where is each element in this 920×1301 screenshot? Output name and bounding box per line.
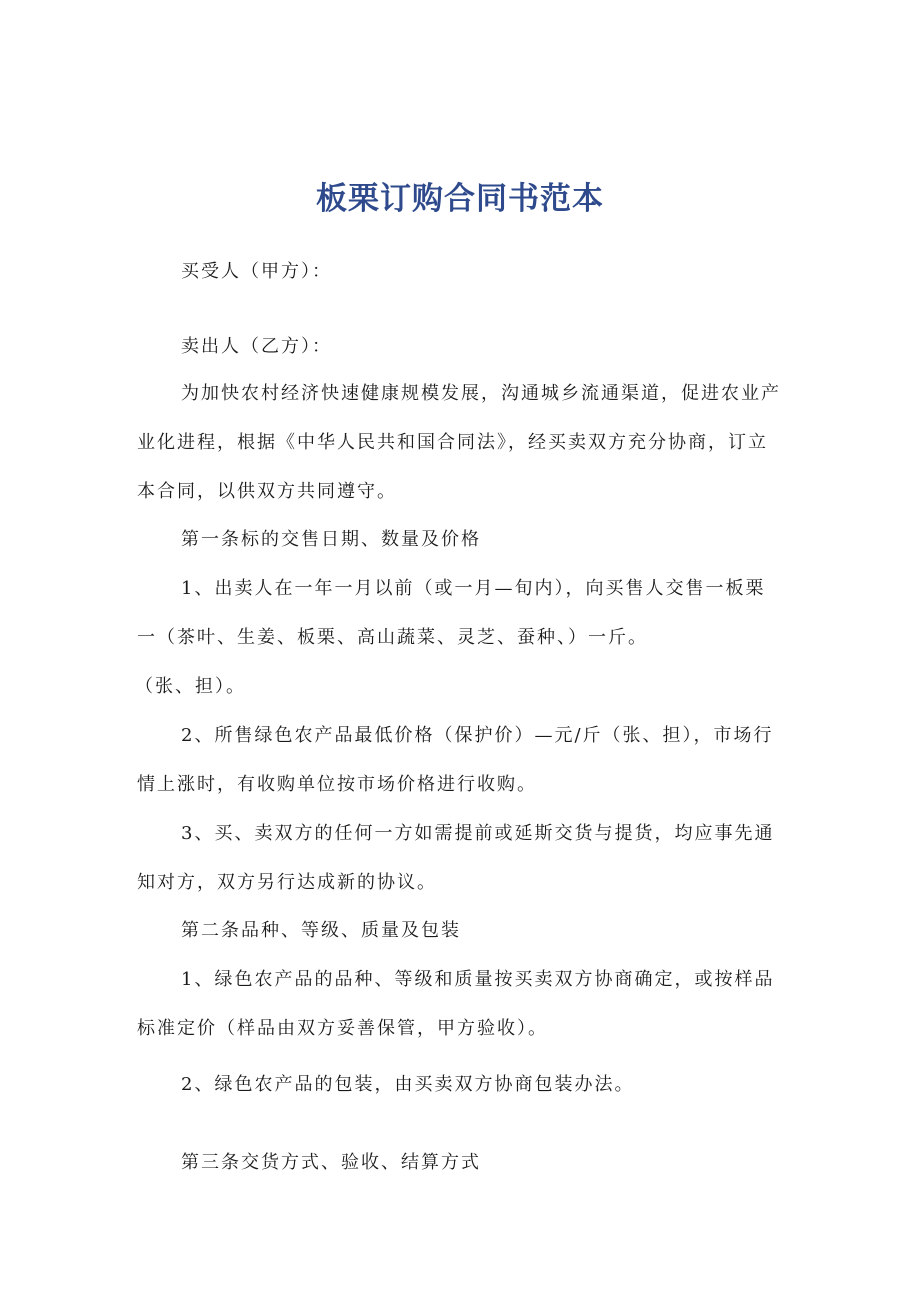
article-1-item-1-line-3: （张、担）。 [135, 676, 246, 697]
preamble-line-3: 本合同，以供双方共同遵守。 [137, 481, 397, 502]
article-1-item-3-line-2: 知对方，双方另行达成新的协议。 [137, 872, 437, 893]
document-title: 板栗订购合同书范本 [316, 180, 604, 217]
article-2-item-1-line-2: 标准定价（样品由双方妥善保管，甲方验收）。 [137, 1018, 548, 1039]
article-1-heading: 第一条标的交售日期、数量及价格 [181, 529, 481, 550]
seller-line: 卖出人（乙方）： [181, 336, 332, 357]
buyer-line: 买受人（甲方）： [181, 261, 332, 282]
article-3-heading: 第三条交货方式、验收、结算方式 [181, 1152, 481, 1173]
article-1-item-3-line-1: 3、买、卖双方的任何一方如需提前或延斯交货与提货，均应事先通 [181, 823, 775, 844]
article-1-item-2-line-2: 情上涨时，有收购单位按市场价格进行收购。 [137, 774, 537, 795]
article-2-item-1-line-1: 1、绿色农产品的品种、等级和质量按买卖双方协商确定，或按样品 [181, 969, 775, 990]
article-1-item-1-line-1: 1、出卖人在一年一月以前（或一月—旬内），向买售人交售一板栗 [181, 578, 766, 599]
article-1-item-2-line-1: 2、所售绿色农产品最低价格（保护价）—元/斤（张、担），市场行 [181, 725, 774, 746]
article-2-heading: 第二条品种、等级、质量及包装 [181, 920, 461, 941]
preamble-line-1: 为加快农村经济快速健康规模发展，沟通城乡流通渠道，促进农业产 [181, 383, 781, 404]
article-1-item-1-line-2: 一（茶叶、生姜、板栗、高山蔬菜、灵芝、蚕种、）一斤。 [137, 627, 648, 648]
preamble-line-2: 业化进程，根据《中华人民共和国合同法》，经买卖双方充分协商，订立 [137, 432, 768, 453]
article-2-item-2-line-1: 2、绿色农产品的包装，由买卖双方协商包装办法。 [181, 1074, 635, 1095]
